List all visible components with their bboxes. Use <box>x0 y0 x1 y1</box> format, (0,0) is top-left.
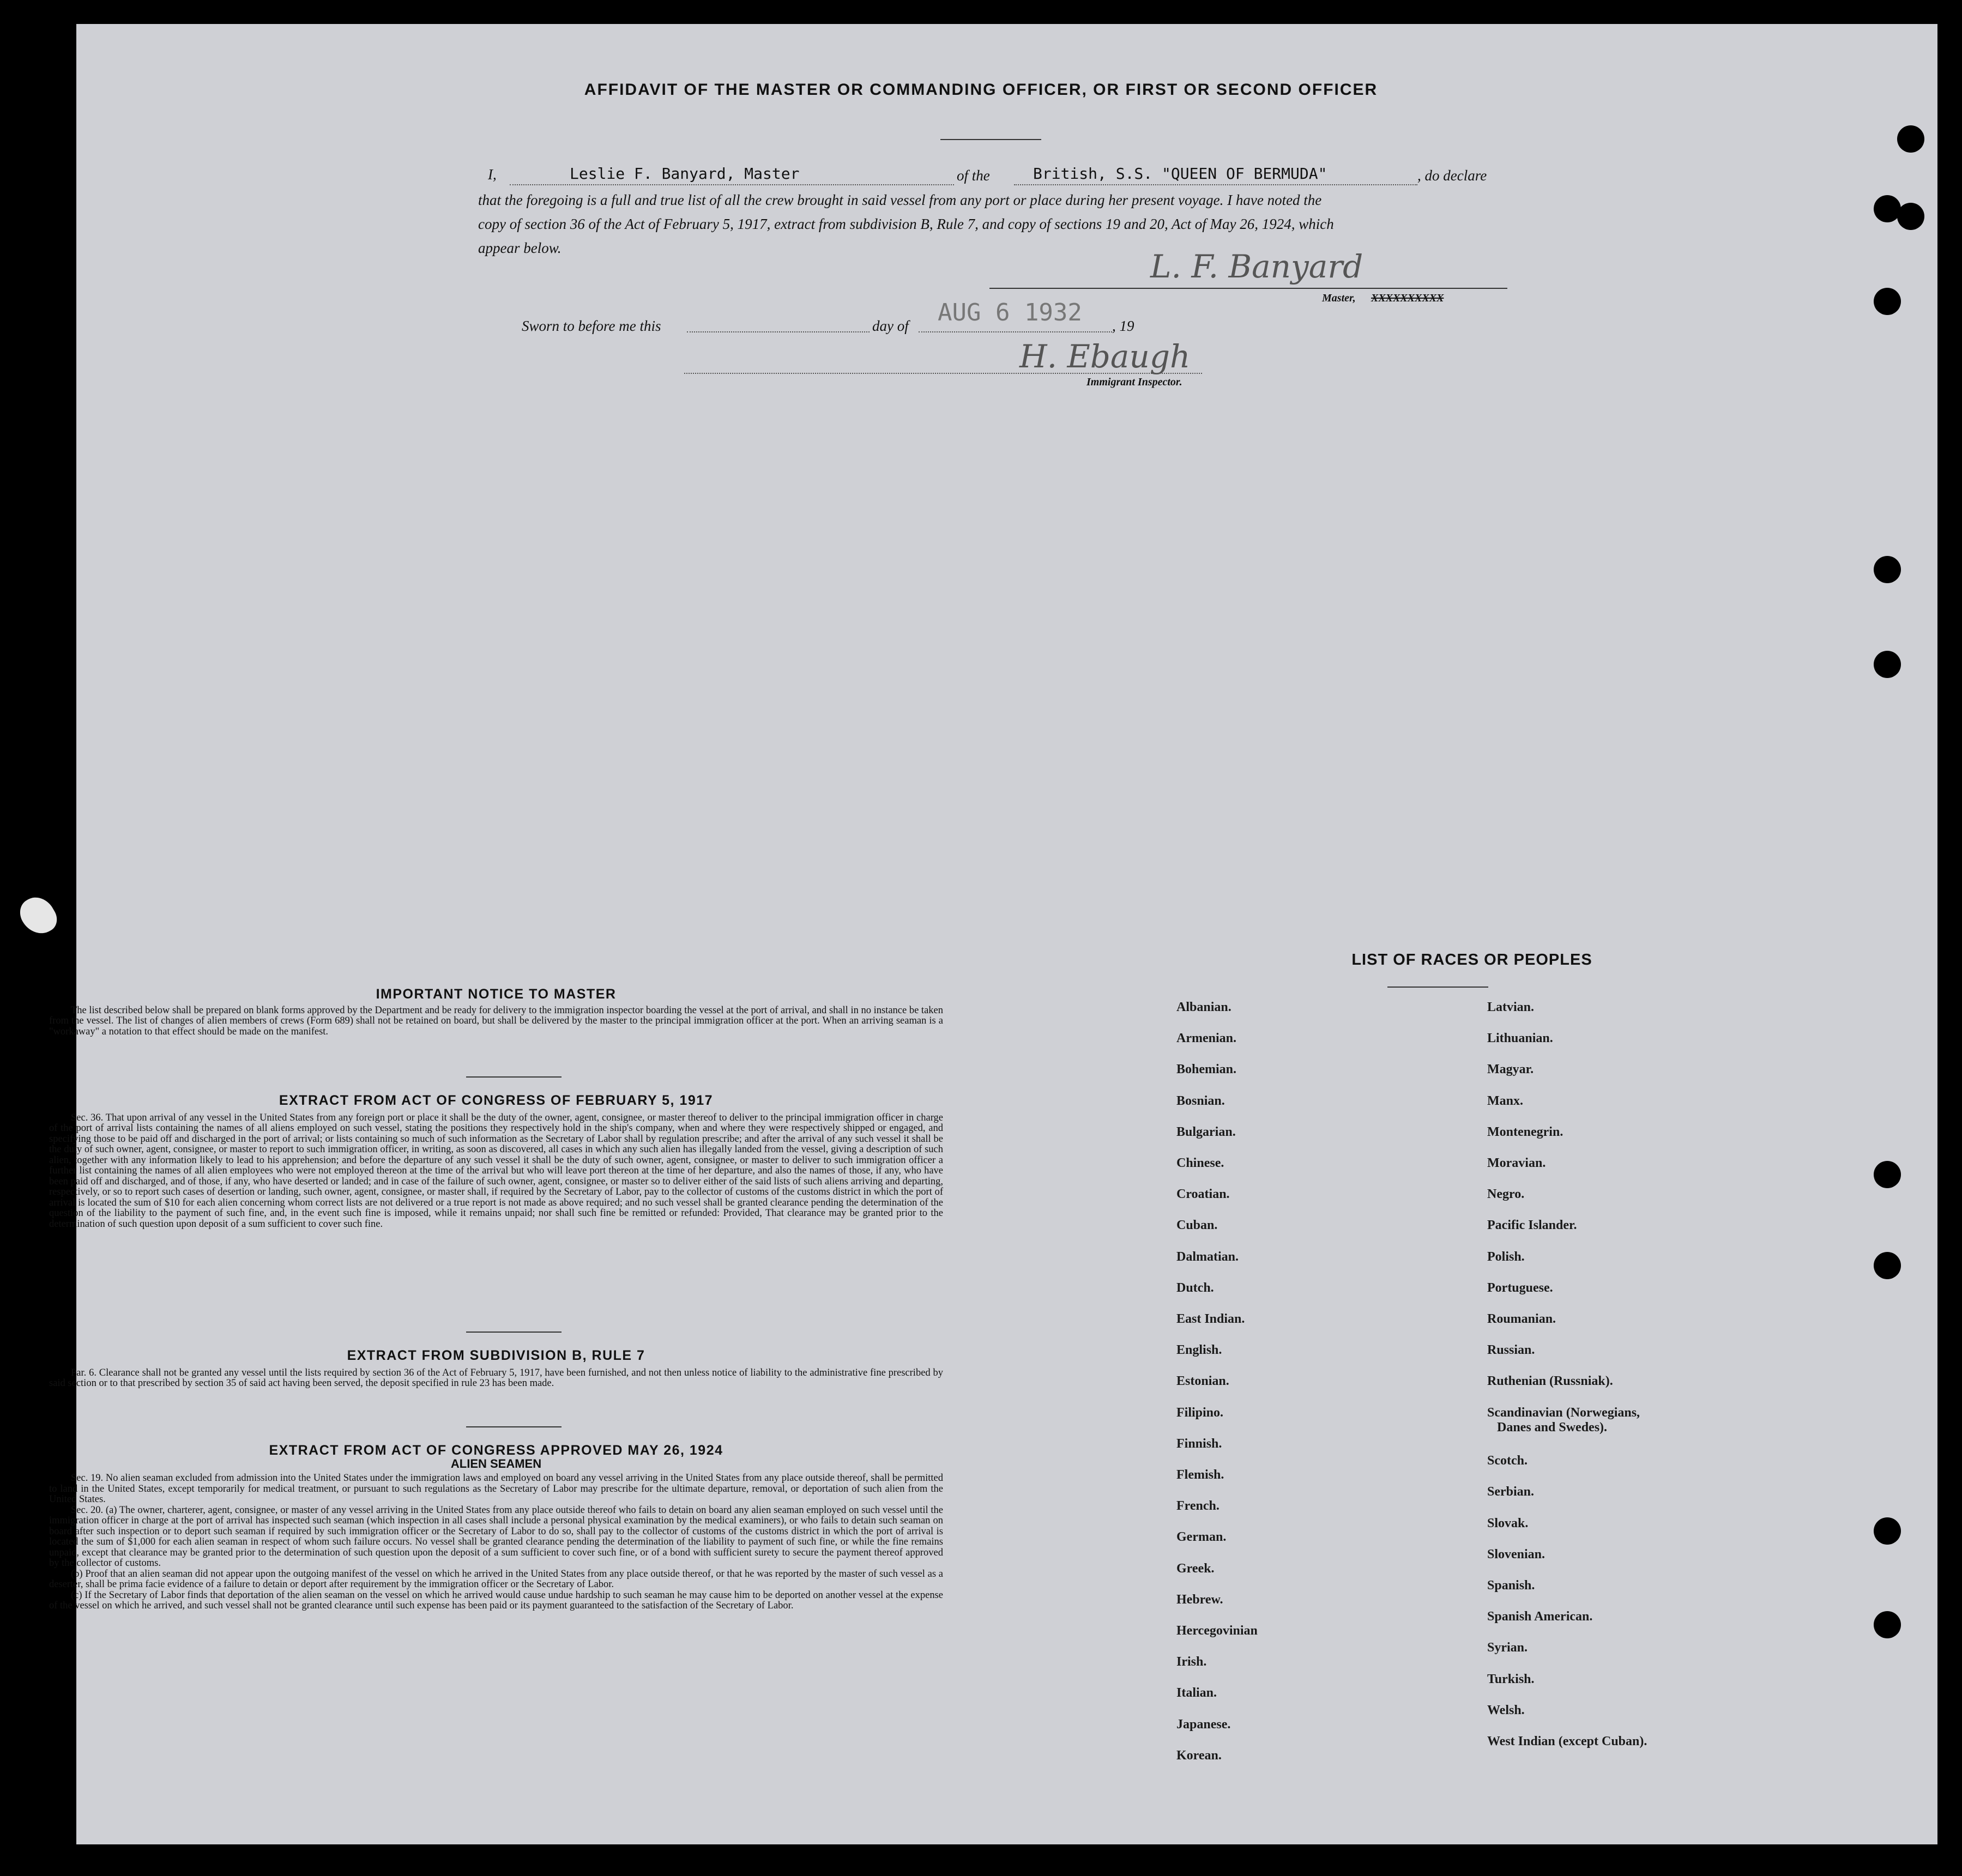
race-item: Pacific Islander. <box>1487 1218 1577 1233</box>
rule-7-title: EXTRACT FROM SUBDIVISION B, RULE 7 <box>347 1348 645 1363</box>
blank-line <box>1014 184 1417 185</box>
date-stamp: AUG 6 1932 <box>938 299 1082 326</box>
extract-1924-p1: Sec. 19. No alien seaman excluded from admission into the United States under the immigration laws and employed on board any vessel arriving in the United States from any place outside thereof, shall be permitted to land in the United States, except temporarily for medical treatment, or pursuant to such regulations as the Secretary of Labor may prescribe for the ultimate departure, removal, or deportation of such alien from the United States. <box>49 1473 943 1505</box>
inspector-signature: H. Ebaugh <box>1019 338 1191 375</box>
affidavit-declare: , do declare <box>1417 167 1487 184</box>
race-item: Hercegovinian <box>1176 1624 1258 1638</box>
sworn-prefix: Sworn to before me this <box>522 318 661 334</box>
binder-hole <box>1897 125 1924 153</box>
race-item: Turkish. <box>1487 1672 1535 1686</box>
race-item: Slovak. <box>1487 1516 1529 1530</box>
race-item: Slovenian. <box>1487 1547 1546 1562</box>
binder-hole <box>1874 1517 1901 1545</box>
extract-1917-title: EXTRACT FROM ACT OF CONGRESS OF FEBRUARY 5, 1917 <box>279 1093 714 1108</box>
race-item: Manx. <box>1487 1093 1523 1108</box>
section-rule <box>466 1426 562 1427</box>
signature-line <box>989 288 1507 289</box>
extract-1924-p3: (b) Proof that an alien seaman did not appear upon the outgoing manifest of the vessel on which he arrived in the United States from any place outside thereof, or that he was reported by the master of such vessel as a deserter, shall be prima facie evidence of a failure to detain or deport after requirement by the immigration officer or the Secretary of Labor. <box>49 1568 943 1590</box>
race-item: Armenian. <box>1176 1031 1236 1046</box>
sworn-day-of: day of <box>872 318 909 334</box>
rule-7-text: Par. 6. Clearance shall not be granted any vessel until the lists required by section 36 of the Act of February 5, 1917, have been furnished, and not then unless notice of liability to the administrative fine prescribed by said section or to that prescribed by section 35 of said act having been served, the deposit specified in rule 23 has been made. <box>49 1367 943 1389</box>
vessel-name: British, S.S. "QUEEN OF BERMUDA" <box>1033 165 1327 183</box>
race-item: Serbian. <box>1487 1485 1535 1499</box>
race-item: Magyar. <box>1487 1062 1534 1077</box>
race-item: Greek. <box>1176 1561 1215 1576</box>
affidavit-line-3: copy of section 36 of the Act of February 5, 1917, extract from subdivision B, Rule 7, and copy of sections 19 and 20, Act of May 26, 1924, which <box>478 216 1334 232</box>
sworn-year: , 19 <box>1112 318 1134 334</box>
race-item: Chinese. <box>1176 1156 1224 1170</box>
extract-1924-p2: Sec. 20. (a) The owner, charterer, agent, consignee, or master of any vessel arriving in the United States from any place outside thereof who fails to detain on board any alien seaman employed on such vessel until the immigration officer in charge at the port of arrival has inspected such seaman (which inspection in all cases shall include a personal physical examination by the medical examiners), or who fails to detain such seaman on board after such inspection or to deport such seaman if required by such immigration officer or the Secretary of Labor to do so, shall pay to the collector of customs of the customs district in which the port of arrival is located the sum of $1,000 for each alien seaman in respect of whom such failure occurs. No vessel shall be granted clearance pending the determination of the liability to payment of such fine, or while the fine remains unpaid, except that clearance may be granted prior to the determination of such question upon the deposit of a sum sufficient to cover such fine, or of a bond with sufficient surety to secure the payment thereof approved by the collector of customs. <box>49 1504 943 1569</box>
extract-1924-subtitle: ALIEN SEAMEN <box>450 1456 542 1470</box>
binder-hole <box>1897 203 1924 230</box>
blank-line <box>687 331 870 332</box>
race-item: Latvian. <box>1487 1000 1535 1014</box>
race-item: Bulgarian. <box>1176 1124 1236 1139</box>
master-signature: L. F. Banyard <box>1150 248 1363 285</box>
binder-hole <box>1874 1611 1901 1638</box>
race-item: Moravian. <box>1487 1156 1546 1170</box>
race-item: Hebrew. <box>1176 1592 1223 1607</box>
race-item: English. <box>1176 1343 1222 1358</box>
master-caption: Master, <box>1322 292 1356 304</box>
affidavit-of-the: of the <box>957 167 990 184</box>
notice-text: The list described below shall be prepared on blank forms approved by the Department and be ready for delivery to the immigration inspector boarding the vessel at the port of arrival, and shall in no instance be taken from the vessel. The list of changes of alien members of crews (Form 689) shall not be retained on board, but shall be delivered by the master to the principal immigration officer at the port. When an arriving seaman is a "workaway" a notation to that effect should be made on the manifest. <box>49 1004 943 1037</box>
rule-7-block <box>49 1348 943 1389</box>
struck-caption: XXXXXXXXXX <box>1371 292 1444 304</box>
race-item: Scotch. <box>1487 1454 1528 1468</box>
race-item: Negro. <box>1487 1187 1525 1202</box>
race-item: Bosnian. <box>1176 1093 1225 1108</box>
section-rule <box>1387 987 1488 988</box>
race-item: Bohemian. <box>1176 1062 1237 1077</box>
master-name: Leslie F. Banyard, Master <box>570 165 800 183</box>
signature-line <box>684 373 1202 374</box>
affidavit-line-4: appear below. <box>478 240 562 256</box>
affidavit-line-2: that the foregoing is a full and true list of all the crew brought in said vessel from any port or place during her present voyage. I have noted the <box>478 192 1322 208</box>
binder-hole <box>1874 651 1901 678</box>
race-item: Welsh. <box>1487 1703 1525 1717</box>
race-item: Dutch. <box>1176 1280 1214 1295</box>
extract-1924-title: EXTRACT FROM ACT OF CONGRESS APPROVED MAY 26, 1924 <box>269 1443 723 1458</box>
extract-1924-block <box>49 1445 943 1612</box>
section-rule <box>466 1332 562 1333</box>
blank-line <box>919 331 1112 332</box>
extract-1924-p4: (c) If the Secretary of Labor finds that deportation of the alien seaman on the vessel on which he arrived would cause undue hardship to such seaman he may cause him to be deported on another vessel at the expense of the vessel on which he arrived, and such vessel shall not be granted clearance until such expense has been paid or its payment guaranteed to the satisfaction of the Secretary of Labor. <box>49 1589 943 1611</box>
race-item: Estonian. <box>1176 1374 1229 1389</box>
race-item: Polish. <box>1487 1249 1525 1264</box>
section-rule <box>466 1076 562 1078</box>
race-item: Lithuanian. <box>1487 1031 1553 1046</box>
binder-hole <box>1874 288 1901 315</box>
race-item: Portuguese. <box>1487 1280 1553 1295</box>
race-item: Scandinavian (Norwegians, Danes and Swedes). <box>1487 1405 1640 1435</box>
race-item: Italian. <box>1176 1686 1217 1700</box>
race-item: Albanian. <box>1176 1000 1231 1014</box>
race-item: Ruthenian (Russniak). <box>1487 1374 1613 1389</box>
race-item: Russian. <box>1487 1343 1535 1358</box>
paper-blot <box>15 891 62 941</box>
race-item: Syrian. <box>1487 1641 1528 1655</box>
binder-hole <box>1874 1161 1901 1188</box>
extract-1917-text: Sec. 36. That upon arrival of any vessel in the United States from any foreign port or place it shall be the duty of the owner, agent, consignee, or master thereof to deliver to the principal immigration officer in charge of the port of arrival lists containing the names of all aliens employed on such vessel, stating the positions they respectively hold in the ship's company, when and where they were respectively shipped or engaged, and specifying those to be paid off and discharged in the port of arrival; or lists containing so much of such information as the Secretary of Labor shall by regulation prescribe; and after the arrival of any such vessel it shall be the duty of such owner, agent, consignee, or master to report to such immigration officer, in writing, as soon as discovered, all cases in which any such alien has illegally landed from the vessel, giving a description of such alien, together with any information likely to lead to his apprehension; and before the departure of any such vessel it shall be the duty of such owner, agent, consignee, or master to deliver to such immigration officer a further list containing the names of all alien employees who were not employed thereon at the time of the arrival but who will leave port thereon at the time of her departure, and also the names of those, if any, who have been paid off and discharged, and of those, if any, who have deserted or landed; and in case of the failure of such owner, agent, consignee, or master so to deliver either of the said lists of such aliens arriving and departing, respectively, or so to report such cases of desertion or landing, such owner, agent, consignee, or master shall, if required by the Secretary of Labor, pay to the collector of customs of the customs district in which the port of arrival is located the sum of $10 for each alien concerning whom correct lists are not delivered or a true report is not made as above required; and no such vessel shall be granted clearance pending the determination of the question of the liability to the payment of such fine, and, in the event such fine is imposed, while it remains unpaid; nor shall such fine be remitted or refunded: Provided, That clearance may be granted prior to the determination of such question upon deposit of a sum sufficient to cover such fine. <box>49 1112 943 1230</box>
race-item: Irish. <box>1176 1655 1207 1669</box>
race-item: Spanish American. <box>1487 1609 1593 1624</box>
race-item: German. <box>1176 1530 1227 1545</box>
race-item: Flemish. <box>1176 1468 1224 1482</box>
extract-1917-block <box>49 1093 943 1230</box>
race-item: French. <box>1176 1499 1220 1514</box>
race-item: Montenegrin. <box>1487 1124 1563 1139</box>
race-item: Korean. <box>1176 1748 1222 1763</box>
binder-hole <box>1874 556 1901 583</box>
race-item: Cuban. <box>1176 1218 1218 1233</box>
race-item: Roumanian. <box>1487 1312 1556 1326</box>
notice-block <box>49 989 943 1037</box>
race-item: Spanish. <box>1487 1578 1535 1593</box>
race-item: West Indian (except Cuban). <box>1487 1734 1647 1749</box>
affidavit-title: AFFIDAVIT OF THE MASTER OR COMMANDING OFFICER, OR FIRST OR SECOND OFFICER <box>584 81 1378 99</box>
race-item: Japanese. <box>1176 1717 1231 1732</box>
inspector-caption: Immigrant Inspector. <box>1086 376 1182 388</box>
race-item: Dalmatian. <box>1176 1249 1239 1264</box>
blank-line <box>510 184 954 185</box>
affidavit-i: I, <box>488 166 497 183</box>
race-item: Croatian. <box>1176 1187 1230 1202</box>
notice-title: IMPORTANT NOTICE TO MASTER <box>376 987 617 1002</box>
races-title: LIST OF RACES OR PEOPLES <box>1351 951 1592 969</box>
race-item: Finnish. <box>1176 1436 1222 1451</box>
race-item: Filipino. <box>1176 1405 1224 1420</box>
binder-hole <box>1874 1252 1901 1279</box>
title-rule <box>940 139 1041 140</box>
race-item: East Indian. <box>1176 1312 1245 1326</box>
